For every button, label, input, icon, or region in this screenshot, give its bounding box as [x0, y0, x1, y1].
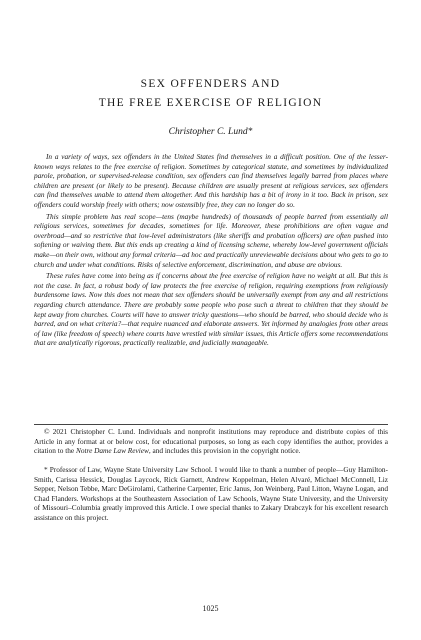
article-title-line-1: SEX OFFENDERS AND: [140, 78, 281, 90]
copyright-text-end: , and includes this provision in the copyright notice.: [148, 446, 301, 456]
abstract-paragraph-3: These rules have come into being as if concerns about the free exercise of religion have no weight at all. But this is not the case. In fact, a robust body of law protects the free exercise of religion, requiring exemptions from religiously burdensome laws. Now this does not mean that sex offenders should be universally exempt from any and all restrictions regarding church attendance. There are probably some people who pose such a threat to children that they should be kept away from churches. Courts will have to answer tricky questions—who should be barred, who should decide who is barred, and on what criteria?—that require nuanced and elaborate answers. Yet informed by analogies from other areas of law (like freedom of speech) where courts have wrestled with similar issues, this Article offers some recommendations that are analytically rigorous, practically realizable, and judicially manageable.: [34, 271, 388, 348]
article-title-line-2: THE FREE EXERCISE OF RELIGION: [98, 97, 323, 109]
abstract: [34, 152, 388, 350]
abstract-paragraph-1: In a variety of ways, sex offenders in the United States find themselves in a difficult position. One of the lesser-known ways relates to the free exercise of religion. Sometimes by categorical statute, and sometimes by individualized parole, probation, or supervised-release condition, sex offenders can find themselves legally barred from places where children are present (or likely to be present). Because children are usually present at religious services, sex offenders can find themselves unable to attend them altogether. And this hardship has a bit of irony in it too. Back in prison, sex offenders could worship freely with others; now ostensibly free, they can no longer do so.: [34, 152, 388, 209]
author-footnote: [34, 465, 388, 523]
abstract-paragraph-2: This simple problem has real scope—tens (maybe hundreds) of thousands of people barred from essentially all religious services, sometimes for decades, sometimes for life. Moreover, these prohibitions are often vague and overbroad—and so restrictive that low-level administrators (like sheriffs and probation officers) are often pushed into softening or waiving them. But this ends up creating a kind of licensing scheme, whereby low-level government officials make—on their own, without any formal criteria—ad hoc and practically unreviewable decisions about who gets to go to church and under what conditions. Risks of selective enforcement, discrimination, and abuse are obvious.: [34, 211, 388, 269]
footnote-divider: [34, 424, 388, 425]
page-number: 1025: [202, 604, 219, 613]
journal-name: Notre Dame Law Review: [75, 446, 149, 456]
article-author: Christopher C. Lund*: [168, 127, 253, 137]
copyright-text-start: © 2021 Christopher C. Lund. Individuals and nonprofit institutions may reproduce and distribute copies of this Article in any format at or below cost, for educational purposes, so long as each copy identifies the author, provides a citation to the: [34, 427, 388, 456]
author-footnote-text: * Professor of Law, Wayne State University Law School. I would like to thank a number of people—Guy Hamilton-Smith, Carissa Hessick, Douglas Laycock, Rick Garnett, Andrew Koppelman, Helen Alvaré, Michael McConnell, Liz Sepper, Nelson Tebbe, Marc DeGirolami, Catherine Carpenter, Eric Janus, Jon Weinberg, Paul Litton, Wayne Logan, and Chad Flanders. Workshops at the Southeastern Association of Law Schools, Wayne State University, and the University of Missouri–Columbia greatly improved this Article. I owe special thanks to Zakary Drabczyk for his excellent research assistance on this project.: [34, 465, 388, 522]
copyright-footnote: [34, 427, 388, 456]
